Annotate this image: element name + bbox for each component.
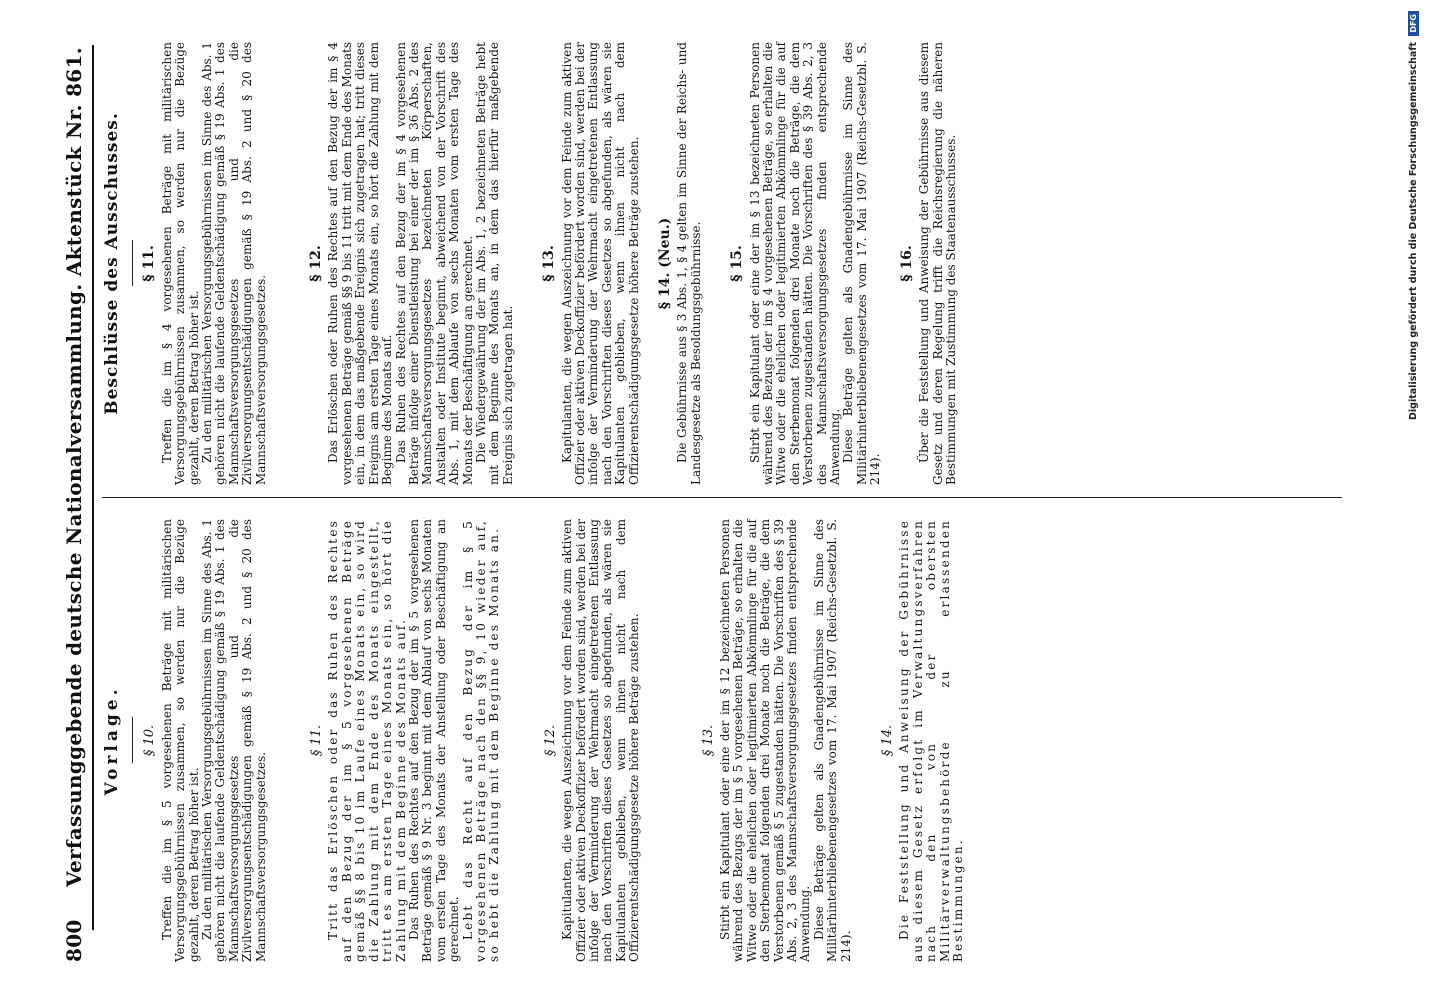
column-title-beschluesse: Beschlüsse des Ausschusses. xyxy=(102,112,122,415)
paragraph: Tritt das Erlöschen oder das Ruhen des Rechtes auf den Bezug der im § 5 vorgesehenen Beträge gemäß §§ 8 bis 10 im Laufe eines Monats ein, so wird die Zahlung mit dem Ende des Monats eingestellt, tritt es am ersten Tage eines Monats ein, so hört die Zahlung mit dem Beginne des Monats auf. xyxy=(326,519,408,962)
paragraph: Das Ruhen des Rechtes auf den Bezug der im § 4 vorgesehenen Beträge infolge einer Dienstleistung bei einer der im § 36 Abs. 2 des Mannschaftsversorgungsgesetzes bezeichneten Körperschaften, Anstalten oder Institute beginnt, abweichend von der Vorschrift des Abs. 1, mit dem Ablaufe von sechs Monaten vom ersten Tage des Monats der Beschäftigung an gerechnet. xyxy=(393,42,475,485)
section-heading: § 11. xyxy=(141,245,158,282)
paragraph: Treffen die im § 5 vorgesehenen Beträge mit militärischen Versorgungsgebührnissen zusammen, so werden nur die Bezüge gezahlt, deren Betrag höher ist. xyxy=(159,519,201,962)
column-title-vorlage: Vorlage. xyxy=(102,685,122,796)
paragraph: Über die Feststellung und Anweisung der Gebührnisse aus diesem Gesetz und deren Regelung trifft die Reichsregierung die näheren Bestimmungen mit Zustimmung des Staatenausschusses. xyxy=(917,42,958,485)
paragraph: Diese Beträge gelten als Gnadengebührnisse im Sinne des Militärhinterbliebenengesetzes vom 17. Mai 1907 (Reichs-Gesetzbl. S. 214). xyxy=(841,42,883,485)
document-number: Aktenstück Nr. 861. xyxy=(62,47,86,277)
title-rule xyxy=(132,241,133,287)
paragraph: Stirbt ein Kapitulant oder eine der im § 12 bezeichneten Personen während des Bezugs der im § 5 vorgesehenen Beträge, so erhalten die Witwe oder die ehelichen oder legitimierten Abkömmlinge für die auf den Sterbemonat folgenden drei Monate noch die Beträge, die dem Verstorbenen gemäß § 5 zugestanden hätten. Die Vorschriften des § 39 Abs. 2, 3 des Mannschaftsversorgungsgesetzes finden entsprechende Anwendung. xyxy=(718,519,813,962)
paragraph: Das Ruhen des Rechtes auf den Bezug der im § 5 vorgesehenen Beträge gemäß § 9 Nr. 3 beginnt mit dem Ablauf von sechs Monaten vom ersten Tage des Monats der Anstellung oder Beschäftigung an gerechnet. xyxy=(406,519,462,962)
paragraph: Stirbt ein Kapitulant oder eine der im § 13 bezeichneten Personen während des Bezugs der im § 4 vorgesehenen Beträge, so erhalten die Witwe oder die ehelichen oder legitimierten Abkömmlinge für die auf den Sterbemonat folgenden drei Monate noch die Beträge, die dem Verstorbenen zugestanden hätten. Die Vorschriften des § 39 Abs. 2, 3 des Mannschaftsversorgungsgesetzes finden entsprechende Anwendung. xyxy=(747,42,843,485)
paragraph: Treffen die im § 4 vorgesehenen Beträge mit militärischen Versorgungsgebührnissen zusammen, so werden nur die Bezüge gezahlt, deren Betrag höher ist. xyxy=(159,42,201,485)
section-heading: § 14. (Neu.) xyxy=(657,217,673,310)
digitization-text: Digitalisierung gefördert durch die Deutsche Forschungsgemeinschaft xyxy=(1408,41,1419,420)
paragraph: Lebt das Recht auf den Bezug der im § 5 vorgesehenen Beträge nach den §§ 9, 10 wieder auf, so hebt die Zahlung mit dem Beginne des Monats an. xyxy=(460,519,502,962)
paragraph: Kapitulanten, die wegen Auszeichnung vor dem Feinde zum aktiven Offizier oder aktiven Deckoffizier befördert worden sind, werden bei der infolge der Verminderung der Wehrmacht eingetretenen Entlassung nach den Vorschriften dieses Gesetzes so abgefunden, als wären sie Kapitulanten geblieben, wenn ihnen nicht nach dem Offizierentschädigungsgesetze höhere Beträge zustehen. xyxy=(559,42,641,485)
column-divider xyxy=(102,497,1342,498)
page-header xyxy=(58,47,92,962)
title-rule xyxy=(132,718,133,764)
section-heading: § 13. xyxy=(541,245,558,282)
section-heading: § 15. xyxy=(729,245,746,282)
section-heading: § 13. xyxy=(700,724,716,757)
page-title: Verfassunggebende deutsche Nationalversammlung. xyxy=(62,283,86,887)
header-rule xyxy=(92,45,94,930)
section-heading: § 16. xyxy=(898,245,915,282)
paragraph: Die Wiedergewährung der im Abs. 1, 2 bezeichneten Beträge hebt mit dem Beginne des Monats an, in dem das hierfür maßgebende Ereignis sich zugetragen hat. xyxy=(473,42,515,485)
column-vorlage xyxy=(104,519,966,962)
paragraph: Zu den militärischen Versorgungsgebührnissen im Sinne des Abs. 1 gehören nicht die laufende Geldentschädigung gemäß § 19 Abs. 1 des Mannschaftsversorgungsgesetzes und die Zivilversorgungsentschädigungen gemäß § 19 Abs. 2 und § 20 des Mannschaftsversorgungsgesetzes. xyxy=(200,519,268,962)
section-heading: § 14. xyxy=(880,724,896,757)
section-heading: § 10. xyxy=(142,724,158,757)
dfg-logo: DFG xyxy=(1408,11,1419,36)
paragraph: Zu den militärischen Versorgungsgebührnissen im Sinne des Abs. 1 gehören nicht die laufende Geldentschädigung gemäß § 19 Abs. 1 des Mannschaftsversorgungsgesetzes und die Zivilversorgungsentschädigungen gemäß § 19 Abs. 2 und § 20 des Mannschaftsversorgungsgesetzes. xyxy=(200,42,268,485)
section-heading: § 12. xyxy=(542,724,558,757)
paragraph: Das Erlöschen oder Ruhen des Rechtes auf den Bezug der im § 4 vorgesehenen Beträge gemäß §§ 9 bis 11 tritt mit dem Ende des Monats ein, in dem das maßgebende Ereignis sich zugetragen hat; tritt dieses Ereignis am ersten Tage eines Monats ein, so hört die Zahlung mit dem Beginne des Monats auf. xyxy=(326,42,395,485)
section-heading: § 11. xyxy=(309,724,325,757)
paragraph: Die Gebührnisse aus § 3 Abs. 1, § 4 gelten im Sinne der Reichs- und Landesgesetze als Besoldungsgebührnisse. xyxy=(675,42,703,485)
column-beschluesse xyxy=(104,42,958,485)
paragraph: Die Feststellung und Anweisung der Gebührnisse aus diesem Gesetz erfolgt im Verwaltungsverfahren nach den von der obersten Militärverwaltungsbehörde zu erlassenden Bestimmungen. xyxy=(897,519,966,962)
digitization-note xyxy=(1408,11,1419,986)
paragraph: Kapitulanten, die wegen Auszeichnung vor dem Feinde zum aktiven Offizier oder aktiven Deckoffizier befördert worden sind, werden bei der infolge der Verminderung der Wehrmacht eingetretenen Entlassung nach den Vorschriften dieses Gesetzes so abgefunden, als wären sie Kapitulanten geblieben, wenn ihnen nicht nach dem Offizierentschädigungsgesetze höhere Beträge zustehen. xyxy=(560,519,642,962)
section-heading: § 12. xyxy=(308,245,325,282)
paragraph: Diese Beträge gelten als Gnadengebührnisse im Sinne des Militärhinterbliebenengesetzes vom 17. Mai 1907 (Reichs-Gesetzbl. S. 214). xyxy=(811,519,853,962)
page-number: 800 xyxy=(62,919,86,962)
